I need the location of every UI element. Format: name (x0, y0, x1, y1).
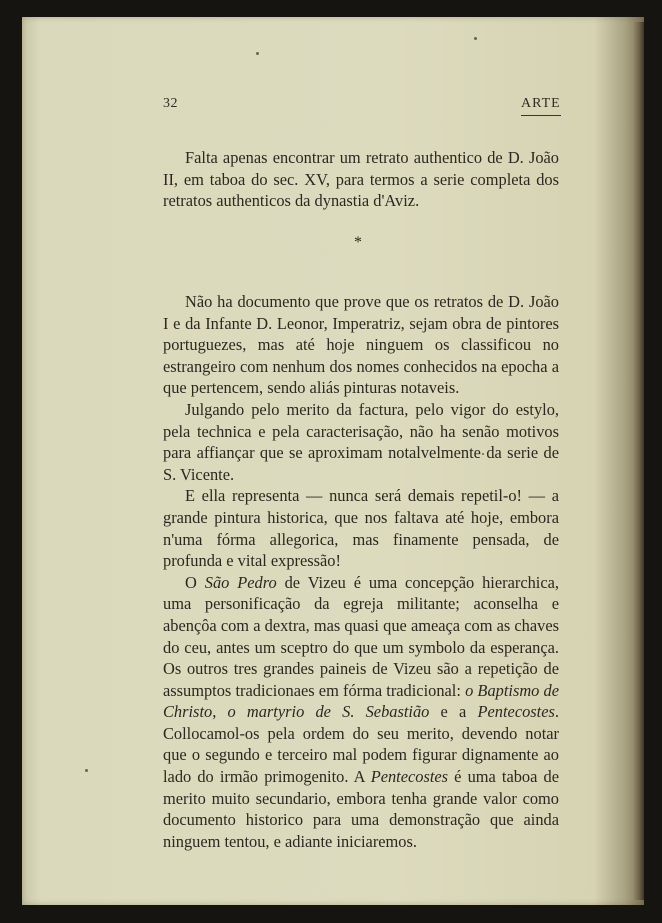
paragraph: Julgando pelo merito da factura, pelo vigor do estylo, pela technica e pela caracterisação, não ha senão motivos para affiançar que se aproximam notalvelmente da serie de S. Vicente. (163, 399, 559, 484)
italic-title: Pentecostes (477, 702, 555, 722)
italic-title: o Baptismo de Christo (163, 680, 559, 722)
paragraph: Falta apenas encontrar um retrato authentico de D. João II, em taboa do sec. XV, para termos a serie completa dos retratos authenticos da dynastia d'Aviz. (163, 148, 559, 211)
paragraph: E ella representa — nunca será demais repetil-o! — a grande pintura historica, que nos faltava até hoje, embora n'uma fórma allegorica, mas finamente pensada, de profunda e vital expressão! (163, 486, 559, 571)
italic-title: Pentecostes (370, 767, 449, 787)
text-run: . Collocamol-os pela ordem do seu merito, devendo notar que o segundo e terceiro mal podem figurar dignamente ao lado do irmão primogenito. A (163, 702, 559, 787)
page-number: 32 (163, 96, 178, 111)
text-section-2 (163, 291, 559, 852)
text-run: O (185, 572, 205, 592)
text-run: de Vizeu é uma concepção hierarchica, uma personificação da egreja militante; aconselha e abençôa com a dextra, mas quasi que ameaça com as chaves do ceu, antes um sceptro do que um symbolo da esperança. Os outros tres grandes paineis de Vizeu são a repetição de assumptos tradicionaes em fórma tradicional: (163, 572, 560, 700)
paper-speck (474, 37, 477, 40)
running-head: ARTE (521, 96, 561, 116)
paragraph (163, 572, 559, 853)
section-asterism: * (354, 234, 362, 251)
text-run: é uma taboa de merito muito secundario, embora tenha grande valor como documento historico para uma demonstração que ainda ninguem tentou, e adiante iniciaremos. (163, 767, 559, 851)
paper-speck (85, 769, 88, 772)
italic-title: São Pedro (204, 572, 277, 592)
text-run: e a (429, 702, 478, 722)
paragraph: Não ha documento que prove que os retratos de D. João I e da Infante D. Leonor, Imperatriz, sejam obra de pintores portuguezes, mas até hoje ninguem os classificou no estrangeiro com nenhum dos nomes conhecidos na epocha a que pertencem, sendo aliás pinturas notaveis. (163, 292, 559, 398)
page-edge-shadow (632, 22, 644, 900)
italic-title: o martyrio de S. Sebastião (227, 702, 430, 722)
text-run: , (212, 702, 228, 722)
text-section-1 (163, 147, 559, 212)
paper-speck (256, 52, 259, 55)
